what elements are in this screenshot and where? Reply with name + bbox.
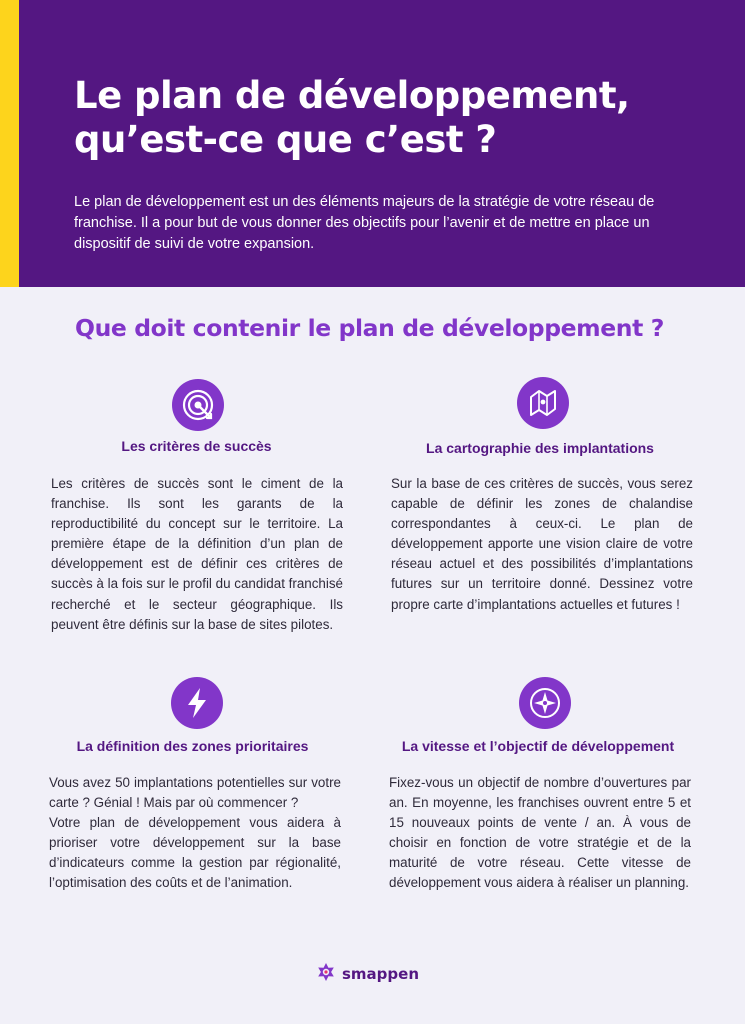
brand-name: smappen [342,965,420,983]
item-text-mapping: Sur la base de ces critères de succès, vous serez capable de définir les zones de chalandise correspondantes à ceux-ci. Le plan de développement apporte une vision claire de votre réseau actuel et des possibilités d’implantations futures sur un territoire donné. Dessinez votre propre carte d’implantations actuelles et futures ! [391,476,693,612]
item-title-success-criteria: Les critères de succès [121,438,272,454]
smappen-brand [316,963,419,985]
item-text-speed-objective: Fixez-vous un objectif de nombre d’ouvertures par an. En moyenne, les franchises ouvrent entre 5 et 15 nouveaux points de vente / an. À vous de choisir en fonction de votre stratégie et de la maturité de votre réseau. Cette vitesse de développement vous aidera à réaliser un planning. [389,775,691,891]
intro-paragraph: Le plan de développement est un des éléments majeurs de la stratégie de votre réseau de franchise. Il a pour but de vous donner des objectifs pour l’avenir et de mettre en place un dispositif de suivi de votre expansion. [74,194,655,252]
item-text-priority-zones: Vous avez 50 implantations potentielles sur votre carte ? Génial ! Mais par où commencer ? Votre plan de développement vous aidera à prioriser votre développement sur la base d’indicateurs comme la gestion par régionalité, l’optimisation des coûts et de l’animation. [49,775,341,891]
map-icon [517,377,569,429]
page-title [74,74,714,162]
yellow-accent-bar [0,0,19,287]
target-icon [172,379,224,431]
page-title-line-1: Le plan de développement, [74,74,630,117]
compass-icon [519,677,571,729]
page-title-line-2: qu’est-ce que c’est ? [74,118,497,161]
header-banner [0,0,745,287]
item-text-success-criteria: Les critères de succès sont le ciment de la franchise. Ils sont les garants de la reproductibilité du concept sur le territoire. La première étape de la définition d’un plan de développement est de définir ces critères de succès à la fois sur le profil du candidat franchisé recherché et le secteur géographique. Ils peuvent être définis sur la base de sites pilotes. [51,476,343,632]
item-title-mapping: La cartographie des implantations [426,440,654,456]
item-title-priority-zones: La définition des zones prioritaires [76,738,309,754]
smappen-logo-icon [316,962,336,987]
section-title: Que doit contenir le plan de développement ? [75,314,664,342]
lightning-icon [171,677,223,729]
item-title-speed-objective: La vitesse et l’objectif de développement [401,738,675,754]
